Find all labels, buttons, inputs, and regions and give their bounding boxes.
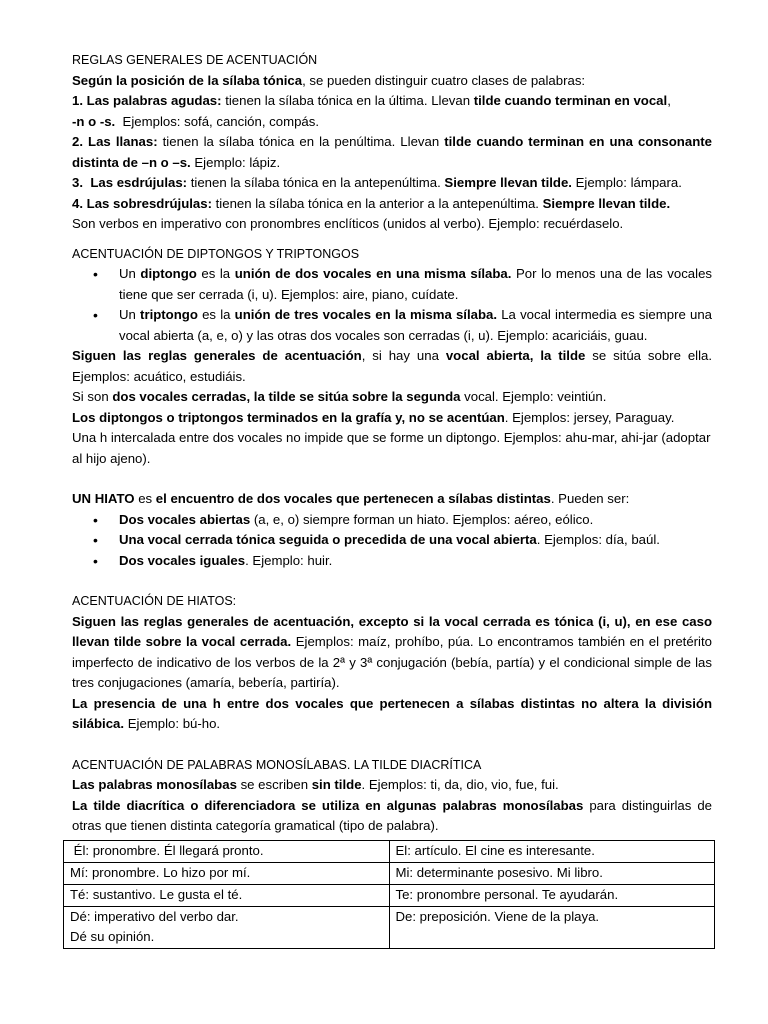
table-cell: Mi: determinante posesivo. Mi libro. [389, 862, 715, 884]
table-cell: Té: sustantivo. Le gusta el té. [64, 884, 390, 906]
list-item-hiato-abiertas: • Dos vocales abiertas (a, e, o) siempre forman un hiato. Ejemplos: aéreo, eólico. [119, 510, 712, 531]
section-heading-diptongos: ACENTUACIÓN DE DIPTONGOS Y TRIPTONGOS [72, 246, 360, 261]
table-cell: Te: pronombre personal. Te ayudarán. [389, 884, 715, 906]
hiato-definition: UN HIATO es el encuentro de dos vocales que pertenecen a sílabas distintas. Pueden ser: [72, 491, 630, 506]
table-cell: De: preposición. Viene de la playa. [389, 906, 715, 948]
tilde-diacritica-table [63, 840, 715, 949]
table-row [64, 906, 715, 948]
section-heading-monosilabas: ACENTUACIÓN DE PALABRAS MONOSÍLABAS. LA TILDE DIACRÍTICA [72, 757, 482, 772]
table-cell: El: artículo. El cine es interesante. [389, 840, 715, 862]
rule-llanas: 2. Las llanas: tienen la sílaba tónica en la penúltima. Llevan tilde cuando terminan en una consonante distinta de –n o –s. Ejemplo: lápiz. [72, 134, 712, 170]
section-heading-reglas: REGLAS GENERALES DE ACENTUACIÓN [72, 53, 318, 67]
section-heading-hiatos: ACENTUACIÓN DE HIATOS: [72, 594, 237, 608]
hiato-list [72, 510, 712, 572]
diptongo-list [72, 264, 712, 346]
hiatos-rule: Siguen las reglas generales de acentuación, excepto si la vocal cerrada es tónica (i, u), en ese caso llevan tilde sobre la vocal cerrada. Ejemplos: maíz, prohíbo, púa. Lo encontramos también en el pretérito imperfecto de indicativo de los verbos de la 2ª y 3ª conjugación (bebía, partía) y el condicional simple de las tres conjugaciones (amaría, bebería, partiría). [72, 613, 712, 690]
monosilabas-rule: Las palabras monosílabas se escriben sin tilde. Ejemplos: ti, da, dio, vio, fue, fui. [72, 777, 559, 792]
diptongo-rule-h: Una h intercalada entre dos vocales no impide que se forme un diptongo. Ejemplos: ahu-mar, ahi-jar (adoptar al hijo ajeno). [72, 430, 711, 466]
table-row [64, 862, 715, 884]
rule-agudas: 1. Las palabras agudas: tienen la sílaba tónica en la última. Llevan tilde cuando terminan en vocal, -n o -s. Ejemplos: sofá, canción, compás. [72, 93, 671, 129]
rule-sobresdrujulas: 4. Las sobresdrújulas: tienen la sílaba tónica en la anterior a la antepenúltima. Siempre llevan tilde. [72, 195, 671, 211]
rule-esdrujulas: 3. Las esdrújulas: tienen la sílaba tónica en la antepenúltima. Siempre llevan tilde. Ejemplo: lámpara. [72, 175, 682, 190]
table-cell: Dé: imperativo del verbo dar. Dé su opinión. [64, 906, 390, 948]
hiatos-h-rule: La presencia de una h entre dos vocales que pertenecen a sílabas distintas no altera la división silábica. Ejemplo: bú-ho. [72, 695, 712, 731]
diptongo-rule-y: Los diptongos o triptongos terminados en la grafía y, no se acentúan. Ejemplos: jersey, Paraguay. [72, 409, 675, 425]
diptongo-rule-abierta: Siguen las reglas generales de acentuación, si hay una vocal abierta, la tilde se sitúa sobre ella. Ejemplos: acuático, estudiáis. [72, 348, 713, 384]
intro-paragraph: Según la posición de la sílaba tónica, se pueden distinguir cuatro clases de palabras: [72, 72, 586, 88]
table-cell: Él: pronombre. Él llegará pronto. [64, 840, 390, 862]
diptongo-rule-cerradas: Si son dos vocales cerradas, la tilde se sitúa sobre la segunda vocal. Ejemplo: veintiún. [72, 389, 607, 404]
list-item-triptongo: • Un triptongo es la unión de tres vocales en la misma sílaba. La vocal intermedia es siempre una vocal abierta (a, e, o) y las otras dos vocales son cerradas (i, u). Ejemplo: acariciáis, guau. [119, 305, 712, 346]
table-row [64, 884, 715, 906]
list-item-diptongo: • Un diptongo es la unión de dos vocales en una misma sílaba. Por lo menos una de las vocales tiene que ser cerrada (i, u). Ejemplos: aire, piano, cuídate. [119, 264, 712, 305]
list-item-hiato-cerrada: • Una vocal cerrada tónica seguida o precedida de una vocal abierta. Ejemplos: día, baúl. [119, 530, 712, 551]
rule-sobresdrujulas-note: Son verbos en imperativo con pronombres enclíticos (unidos al verbo). Ejemplo: recuérdaselo. [72, 216, 624, 231]
table-row [64, 840, 715, 862]
table-cell: Mí: pronombre. Lo hizo por mí. [64, 862, 390, 884]
tilde-diacritica-rule: La tilde diacrítica o diferenciadora se utiliza en algunas palabras monosílabas para distinguirlas de otras que tienen distinta categoría gramatical (tipo de palabra). [72, 797, 712, 833]
list-item-hiato-iguales: • Dos vocales iguales. Ejemplo: huir. [119, 551, 712, 572]
